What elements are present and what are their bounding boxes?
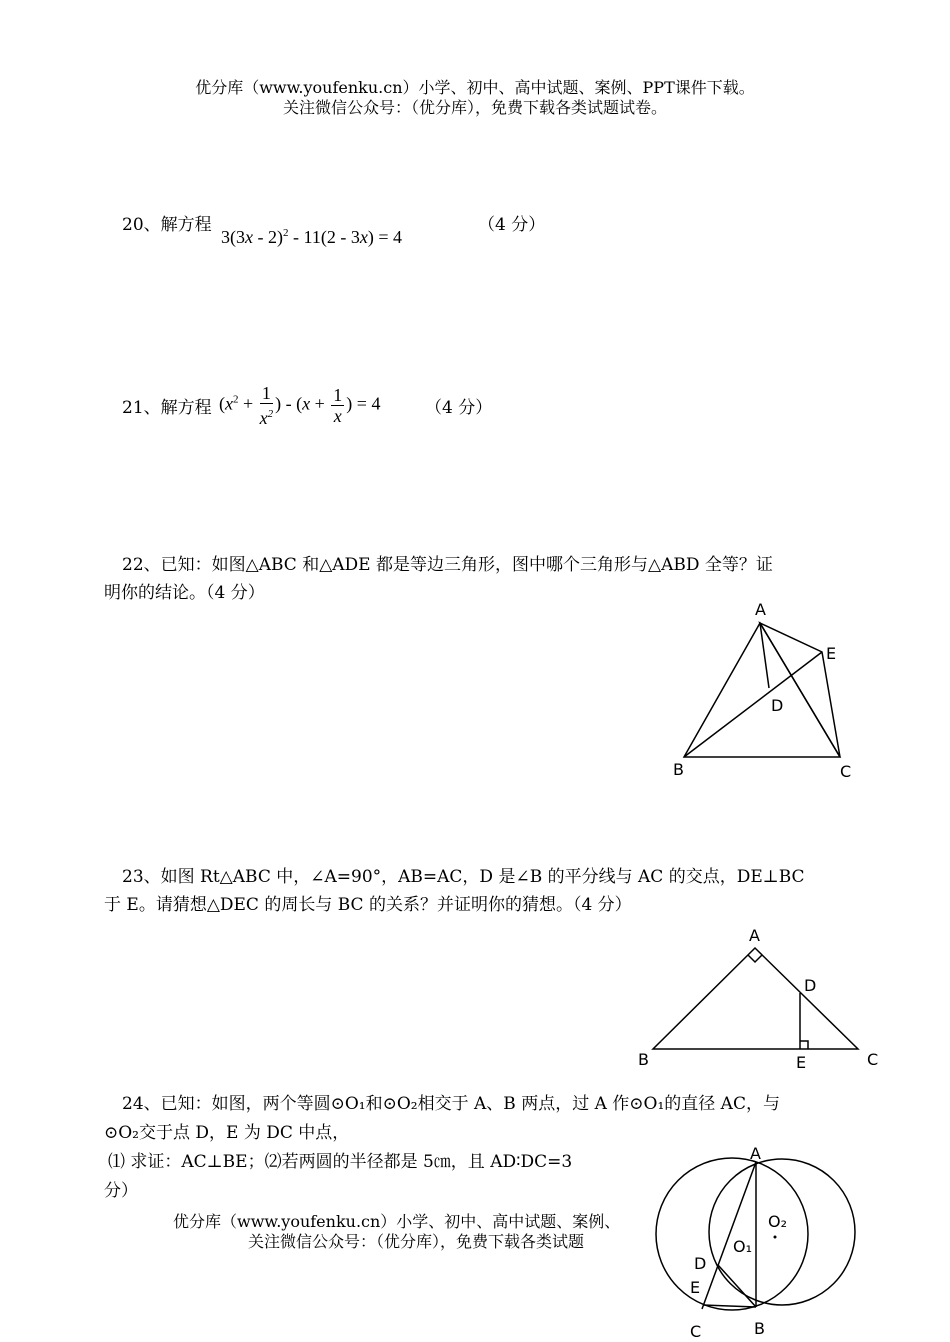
- q20-label: 20、解方程: [122, 215, 212, 235]
- q22-line-2: 明你的结论。（4 分）: [104, 583, 265, 603]
- q22-label-E: E: [826, 644, 837, 663]
- q22-label-C: C: [840, 762, 852, 781]
- q23-line-2: 于 E。请猜想△DEC 的周长与 BC 的关系？并证明你的猜想。（4 分）: [104, 895, 632, 915]
- q22-line-1: 22、已知：如图△ABC 和△ADE 都是等边三角形，图中哪个三角形与△ABD 全等？证: [122, 555, 773, 575]
- q20-equation: 3(3x - 2)$^2$ - 11(2 - 3x) = 4: [221, 227, 402, 247]
- header-line-1: 优分库（www.youfenku.cn）小学、初中、高中试题、案例、PPT课件下载。: [195, 78, 755, 97]
- footer-line-1: 优分库（www.youfenku.cn）小学、初中、高中试题、案例、: [173, 1212, 621, 1231]
- q21-label: 21、解方程: [122, 398, 212, 418]
- q22-label-D: D: [771, 696, 784, 715]
- header-line-2: 关注微信公众号：（优分库），免费下载各类试题试卷。: [282, 98, 667, 117]
- q23-line-1: 23、如图 Rt△ABC 中，∠A=90°，AB=AC，D 是∠B 的平分线与 AC 的交点，DE⊥BC: [122, 867, 805, 887]
- q23-label-B: B: [638, 1050, 649, 1069]
- q24-label-C: C: [690, 1322, 702, 1341]
- q24-label-D: D: [694, 1254, 707, 1273]
- q24-label-O2: O₂: [768, 1212, 788, 1231]
- q24-label-O1: O₁: [733, 1237, 753, 1256]
- q23-label-E: E: [796, 1053, 807, 1072]
- q20-score: （4 分）: [478, 215, 546, 235]
- q22-figure: [660, 595, 860, 785]
- q23-figure: [630, 925, 890, 1075]
- q24-figure: [650, 1145, 870, 1342]
- q24-line-2: ⊙O₂交于点 D，E 为 DC 中点，: [104, 1123, 350, 1143]
- q22-label-A: A: [755, 600, 766, 619]
- footer-line-2: 关注微信公众号：（优分库），免费下载各类试题: [248, 1232, 585, 1251]
- q21-equation: ($x^2$ + $\frac{1}{x^2}$ ) - (x + $\frac{1}{x}$ ) = 4: [219, 383, 381, 428]
- q24-line-3: ⑴ 求证：AC⊥BE；⑵若两圆的半径都是 5㎝，且 AD∶DC=3: [108, 1152, 573, 1172]
- q24-label-E: E: [690, 1278, 701, 1297]
- q24-line-4: 分）: [104, 1181, 138, 1201]
- q24-label-A: A: [750, 1144, 761, 1163]
- q24-line-1: 24、已知：如图，两个等圆⊙O₁和⊙O₂相交于 A、B 两点，过 A 作⊙O₁的直径 AC，与: [122, 1094, 780, 1114]
- q24-label-B: B: [754, 1319, 765, 1338]
- q23-label-C: C: [867, 1050, 879, 1069]
- q23-label-D: D: [804, 976, 817, 995]
- q22-label-B: B: [673, 760, 684, 779]
- q21-score: （4 分）: [425, 398, 493, 418]
- q23-label-A: A: [749, 926, 760, 945]
